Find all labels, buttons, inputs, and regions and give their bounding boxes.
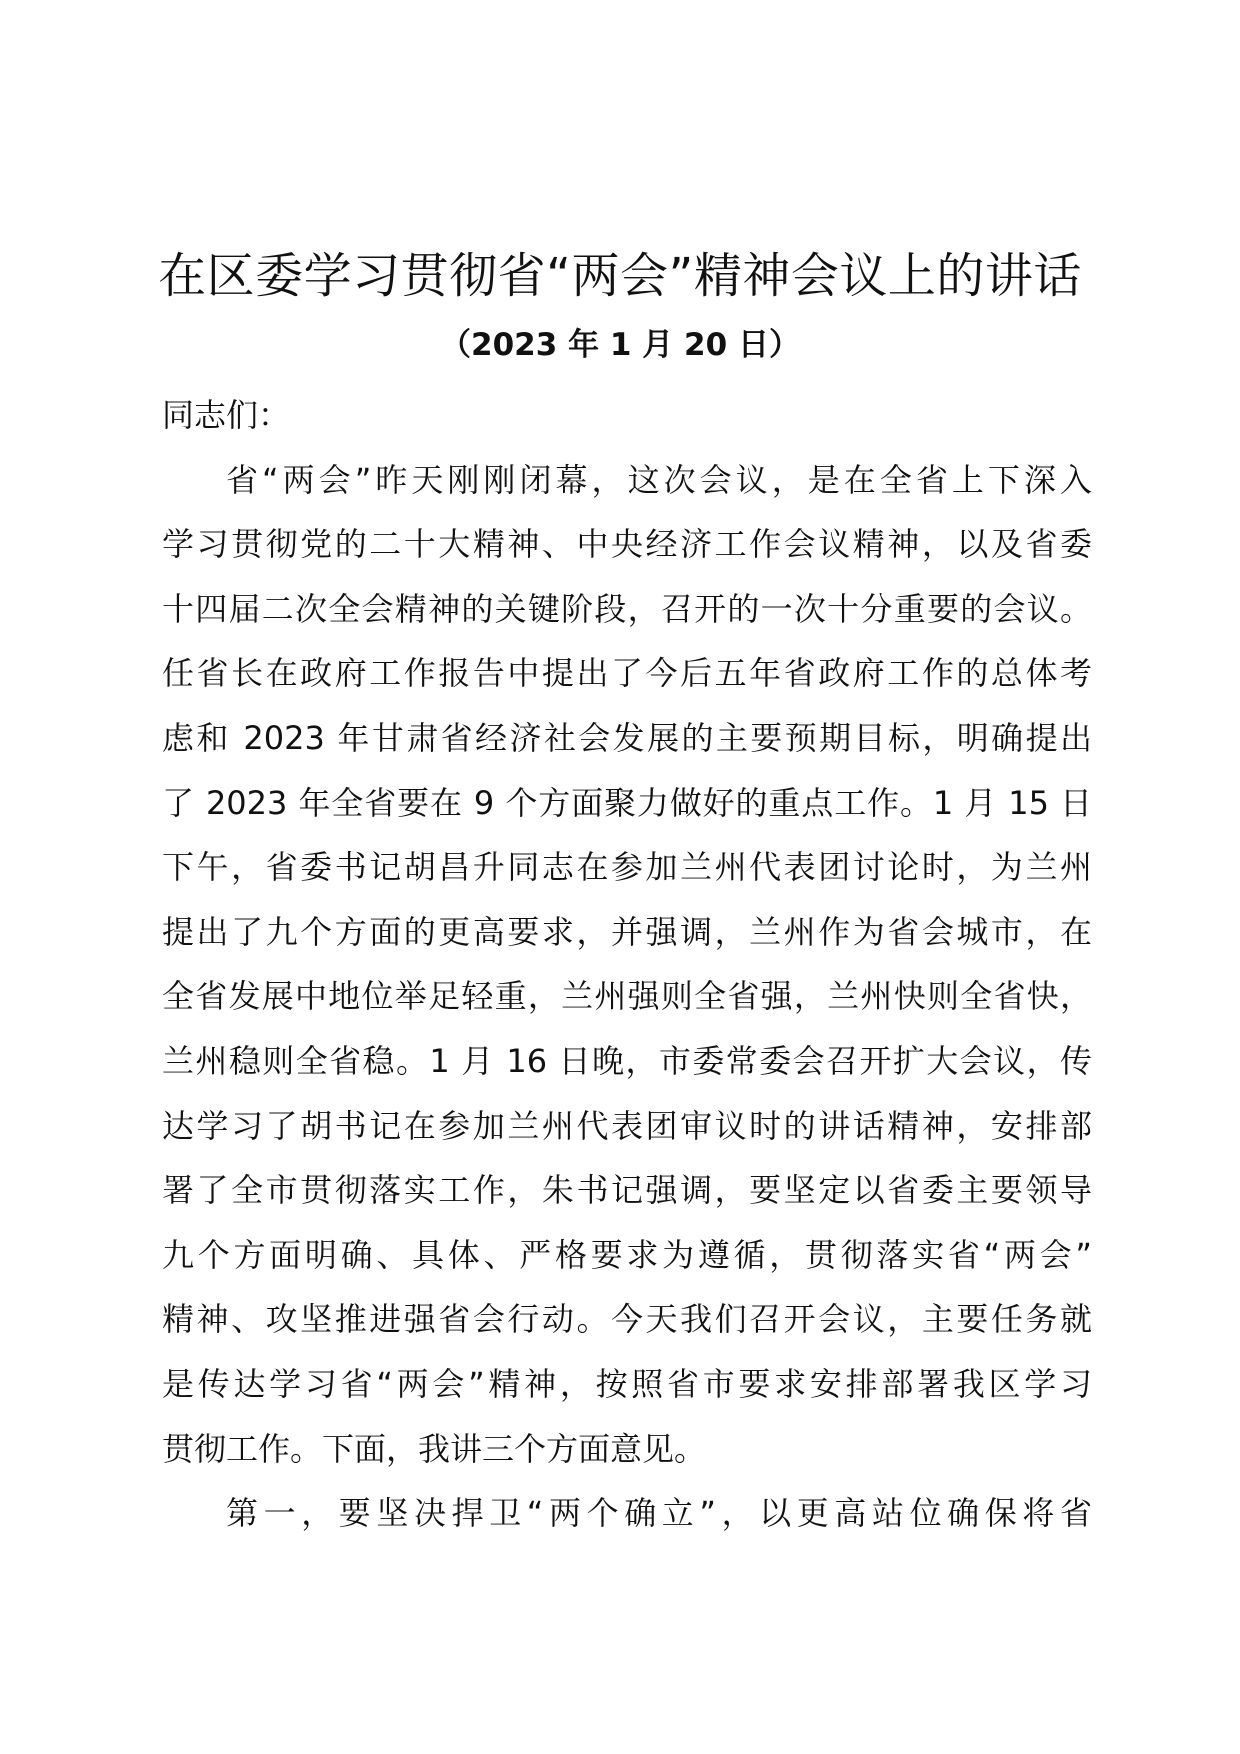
paragraph-line: 学习贯彻党的二十大精神、中央经济工作会议精神，以及省委 [162,525,1092,564]
speech-date: （2023 年 1 月 20 日） [440,327,800,363]
paragraph-line: 省“两会”昨天刚刚闭幕，这次会议，是在全省上下深入 [226,460,1092,499]
paragraph-1 [162,448,1092,1482]
paragraph-line: 九个方面明确、具体、严格要求为遵循，贯彻落实省“两会” [162,1235,1092,1274]
paragraph-line: 虑和 2023 年甘肃省经济社会发展的主要预期目标，明确提出 [162,718,1092,757]
speech-body [162,383,1092,1546]
paragraph-line: 署了全市贯彻落实工作，朱书记强调，要坚定以省委主要领导 [162,1171,1092,1210]
paragraph-line: 全省发展中地位举足轻重，兰州强则全省强，兰州快则全省快， [162,977,1092,1016]
paragraph-line: 了 2023 年全省要在 9 个方面聚力做好的重点工作。1 月 15 日 [162,783,1092,822]
paragraph-line: 达学习了胡书记在参加兰州代表团审议时的讲话精神，安排部 [162,1106,1092,1145]
paragraph-line: 提出了九个方面的更高要求，并强调，兰州作为省会城市，在 [162,912,1092,951]
paragraph-line: 精神、攻坚推进强省会行动。今天我们召开会议，主要任务就 [162,1300,1092,1339]
paragraph-line: 下午，省委书记胡昌升同志在参加兰州代表团讨论时，为兰州 [162,848,1092,887]
paragraph-line: 第一，要坚决捍卫“两个确立”，以更高站位确保将省 [226,1494,1092,1533]
paragraph-line: 贯彻工作。下面，我讲三个方面意见。 [162,1429,707,1468]
paragraph-2 [162,1481,1092,1546]
paragraph-line: 任省长在政府工作报告中提出了今后五年省政府工作的总体考 [162,654,1092,693]
paragraph-line: 是传达学习省“两会”精神，按照省市要求安排部署我区学习 [162,1364,1092,1403]
paragraph-line: 兰州稳则全省稳。1 月 16 日晚，市委常委会召开扩大会议，传 [162,1041,1092,1080]
speech-title: 在区委学习贯彻省“两会”精神会议上的讲话 [158,248,1082,304]
paragraph-line: 十四届二次全会精神的关键阶段，召开的一次十分重要的会议。 [162,589,1092,628]
salutation: 同志们： [162,396,291,434]
